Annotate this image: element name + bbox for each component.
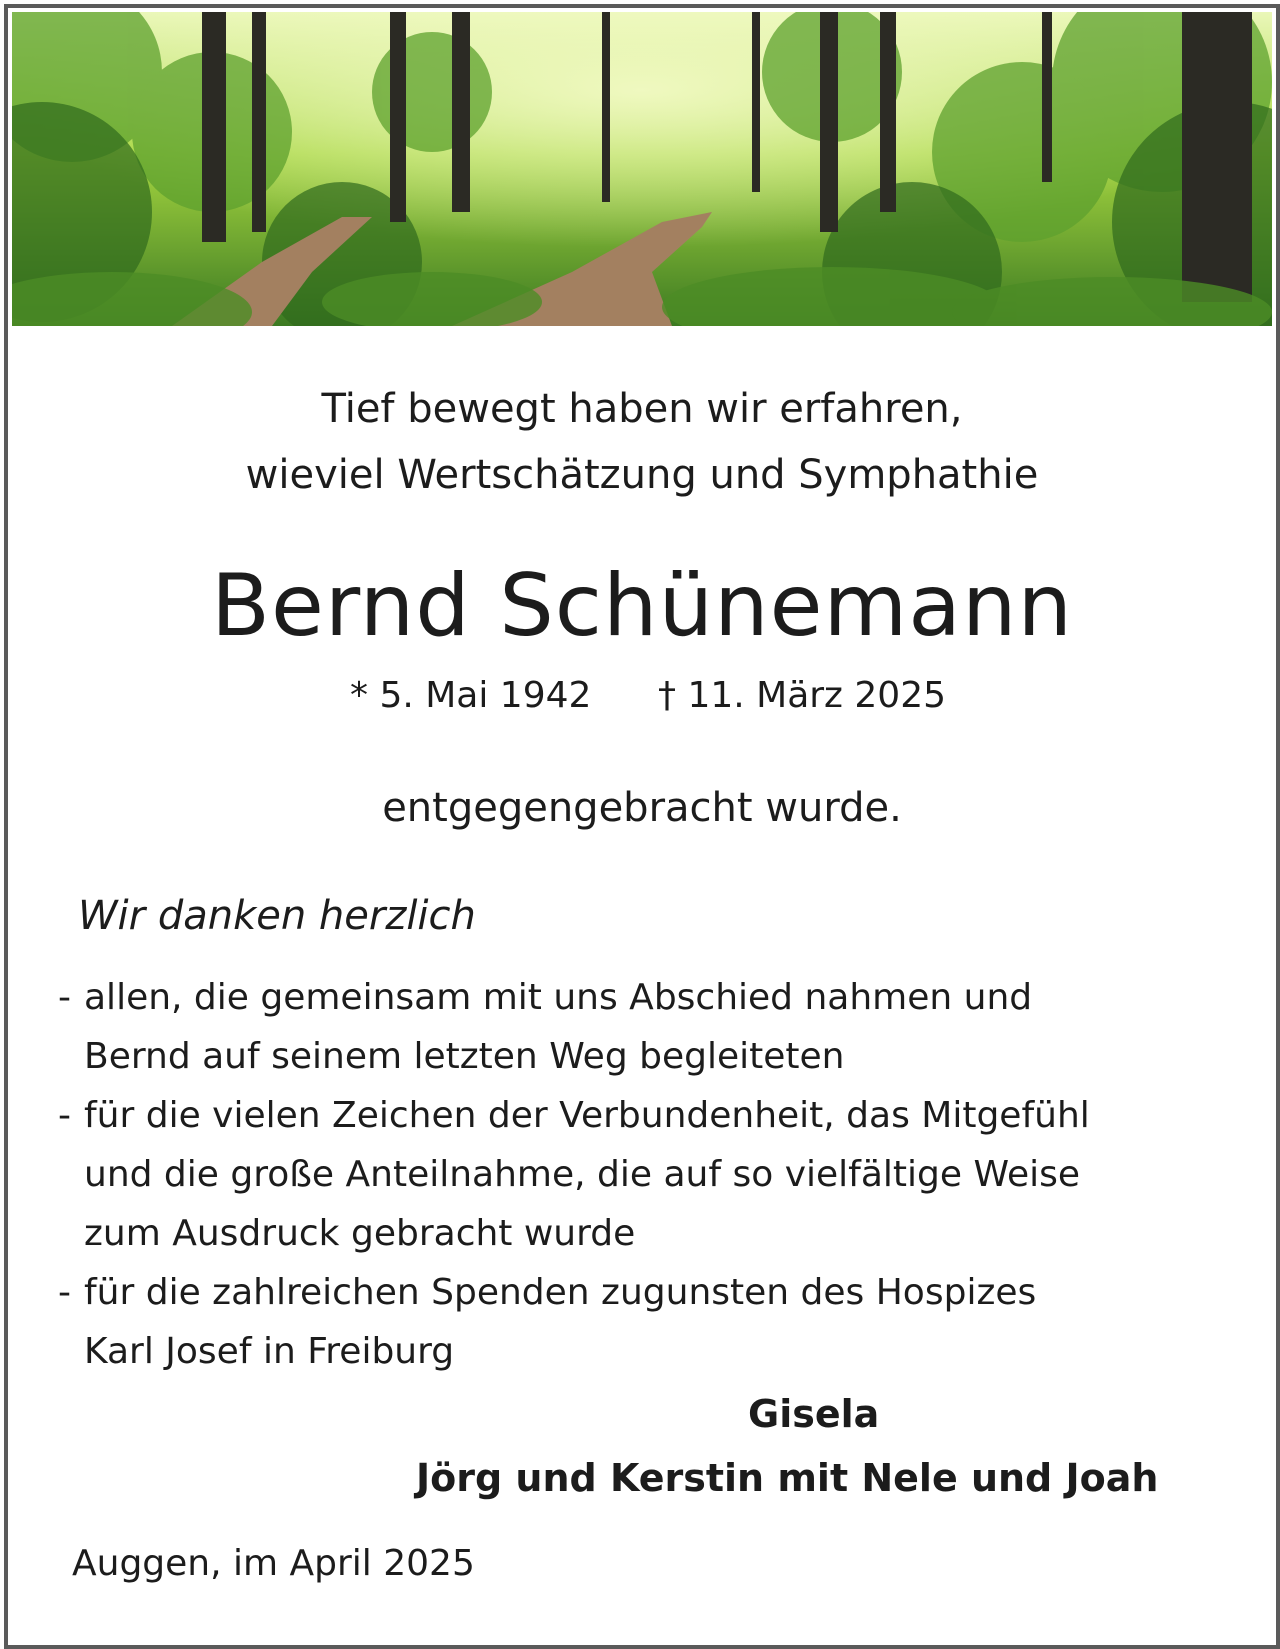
signature-family: Jörg und Kerstin mit Nele und Joah [416, 1456, 1159, 1500]
thanks-item-line: Karl Josef in Freiburg [84, 1331, 455, 1372]
thanks-item-line: und die große Anteilnahme, die auf so vielfältige Weise [84, 1154, 1080, 1195]
thanks-item [58, 1263, 1258, 1381]
thanks-item-line: zum Ausdruck gebracht wurde [84, 1213, 636, 1254]
list-dash: - [58, 1272, 71, 1313]
obituary-card [4, 4, 1280, 1649]
intro-text [8, 376, 1276, 508]
closing-line: entgegengebracht wurde. [382, 785, 902, 831]
thanks-item [58, 968, 1258, 1086]
thanks-list [58, 968, 1258, 1381]
thanks-heading: Wir danken herzlich [78, 893, 476, 939]
intro-line: Tief bewegt haben wir erfahren, [321, 386, 963, 432]
death-date: † 11. März 2025 [658, 675, 947, 716]
thanks-item-line: allen, die gemeinsam mit uns Abschied nahmen und [84, 977, 1033, 1018]
list-dash: - [58, 1095, 71, 1136]
thanks-item-line: für die vielen Zeichen der Verbundenheit, das Mitgefühl [84, 1095, 1090, 1136]
list-dash: - [58, 977, 71, 1018]
forest-illustration [12, 12, 1272, 326]
thanks-item-line: für die zahlreichen Spenden zugunsten des Hospizes [84, 1272, 1037, 1313]
intro-line: wieviel Wertschätzung und Symphathie [245, 452, 1039, 498]
deceased-name: Bernd Schünemann [211, 556, 1073, 656]
birth-date: * 5. Mai 1942 [350, 675, 592, 716]
signature-primary: Gisela [748, 1392, 880, 1436]
thanks-item [58, 1086, 1258, 1263]
place-date: Auggen, im April 2025 [72, 1543, 475, 1584]
thanks-item-line: Bernd auf seinem letzten Weg begleiteten [84, 1036, 845, 1077]
forest-path-photo [12, 12, 1272, 326]
